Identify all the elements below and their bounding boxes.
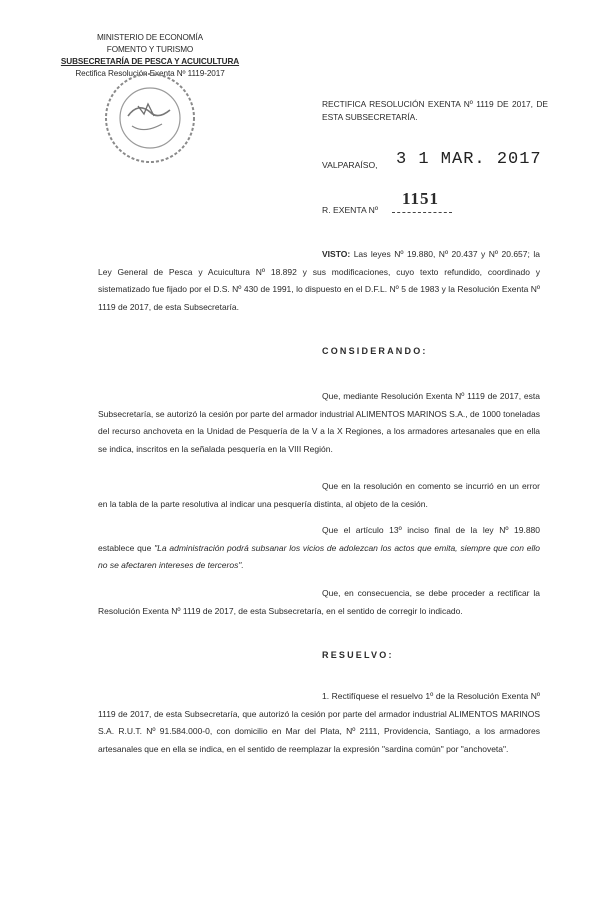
resolution-number-line	[392, 212, 452, 213]
place-label: VALPARAÍSO,	[322, 160, 378, 170]
considerando-paragraph-2: Que en la resolución en comento se incurrió en un error en la tabla de la parte resolutiva al indicar una pesquería distinta, al objeto de la cesión.	[98, 481, 540, 509]
ministry-name: MINISTERIO DE ECONOMÍA	[96, 33, 204, 42]
considerando-paragraph-4: Que, en consecuencia, se debe proceder a rectificar la Resolución Exenta Nº 1119 de 2017, de esta Subsecretaría, en el sentido de corregir lo indicado.	[98, 588, 540, 616]
considerando-heading: CONSIDERANDO:	[322, 346, 428, 356]
resuelvo-heading: RESUELVO:	[322, 650, 394, 660]
considerando-paragraph-3-text: Que el artículo 13º inciso final de la ley Nº 19.880 establece que	[98, 525, 540, 553]
visto-label: VISTO:	[322, 249, 351, 259]
considerando-paragraph-1: Que, mediante Resolución Exenta Nº 1119 de 2017, esta Subsecretaría, se autorizó la cesión por parte del armador industrial ALIMENTOS MARINOS S.A., de 1000 toneladas del recurso anchoveta en la Unidad de Pesquería de la V a la X Regiones, a los armadores artesanales que en ella se indica, inscritos en la señalada pesquería en la VIII Región.	[98, 391, 540, 454]
considerando-paragraph-3	[98, 522, 540, 575]
resuelvo-paragraph-1: 1. Rectifíquese el resuelvo 1º de la Resolución Exenta Nº 1119 de 2017, de esta Subsecretaría, que autorizó la cesión por parte del armador industrial ALIMENTOS MARINOS S.A. R.U.T. Nº 91.584.000-0, con domicilio en Mar del Plata, Nº 2111, Providencia, Santiago, a los armadores artesanales que en ella se indica, en el sentido de reemplazar la expresión "sardina común" por "anchoveta".	[98, 691, 540, 754]
ministry-subtitle: FOMENTO Y TURISMO	[106, 45, 194, 54]
date-stamp: 3 1 MAR. 2017	[396, 150, 542, 169]
reference-summary: RECTIFICA RESOLUCIÓN EXENTA Nº 1119 DE 2017, DE ESTA SUBSECRETARÍA.	[322, 99, 548, 122]
undersecretariat-name: SUBSECRETARÍA DE PESCA Y ACUICULTURA	[60, 57, 240, 66]
legal-quote: "La administración podrá subsanar los vicios de adolezcan los actos que emita, siempre que con ello no se afectaren intereses de terceros".	[98, 542, 541, 570]
resolution-number: 1151	[402, 189, 440, 208]
visto-text: Las leyes Nº 19.880, Nº 20.437 y Nº 20.657; la Ley General de Pesca y Acuicultura Nº 18.892 y sus modificaciones, cuyo texto refundido, coordinado y sistematizado fue fijado por el D.S. Nº 430 de 1991, lo dispuesto en el D.F.L. Nº 5 de 1983 y la Resolución Exenta Nº 1119 de 2017, de esta Subsecretaría.	[98, 249, 540, 312]
resolution-label: R. EXENTA Nº	[322, 205, 378, 215]
official-seal-stamp	[98, 66, 202, 170]
document-ref-short: Rectifica Resolución Exenta Nº 1119-2017	[75, 69, 225, 78]
visto-paragraph	[98, 246, 540, 316]
